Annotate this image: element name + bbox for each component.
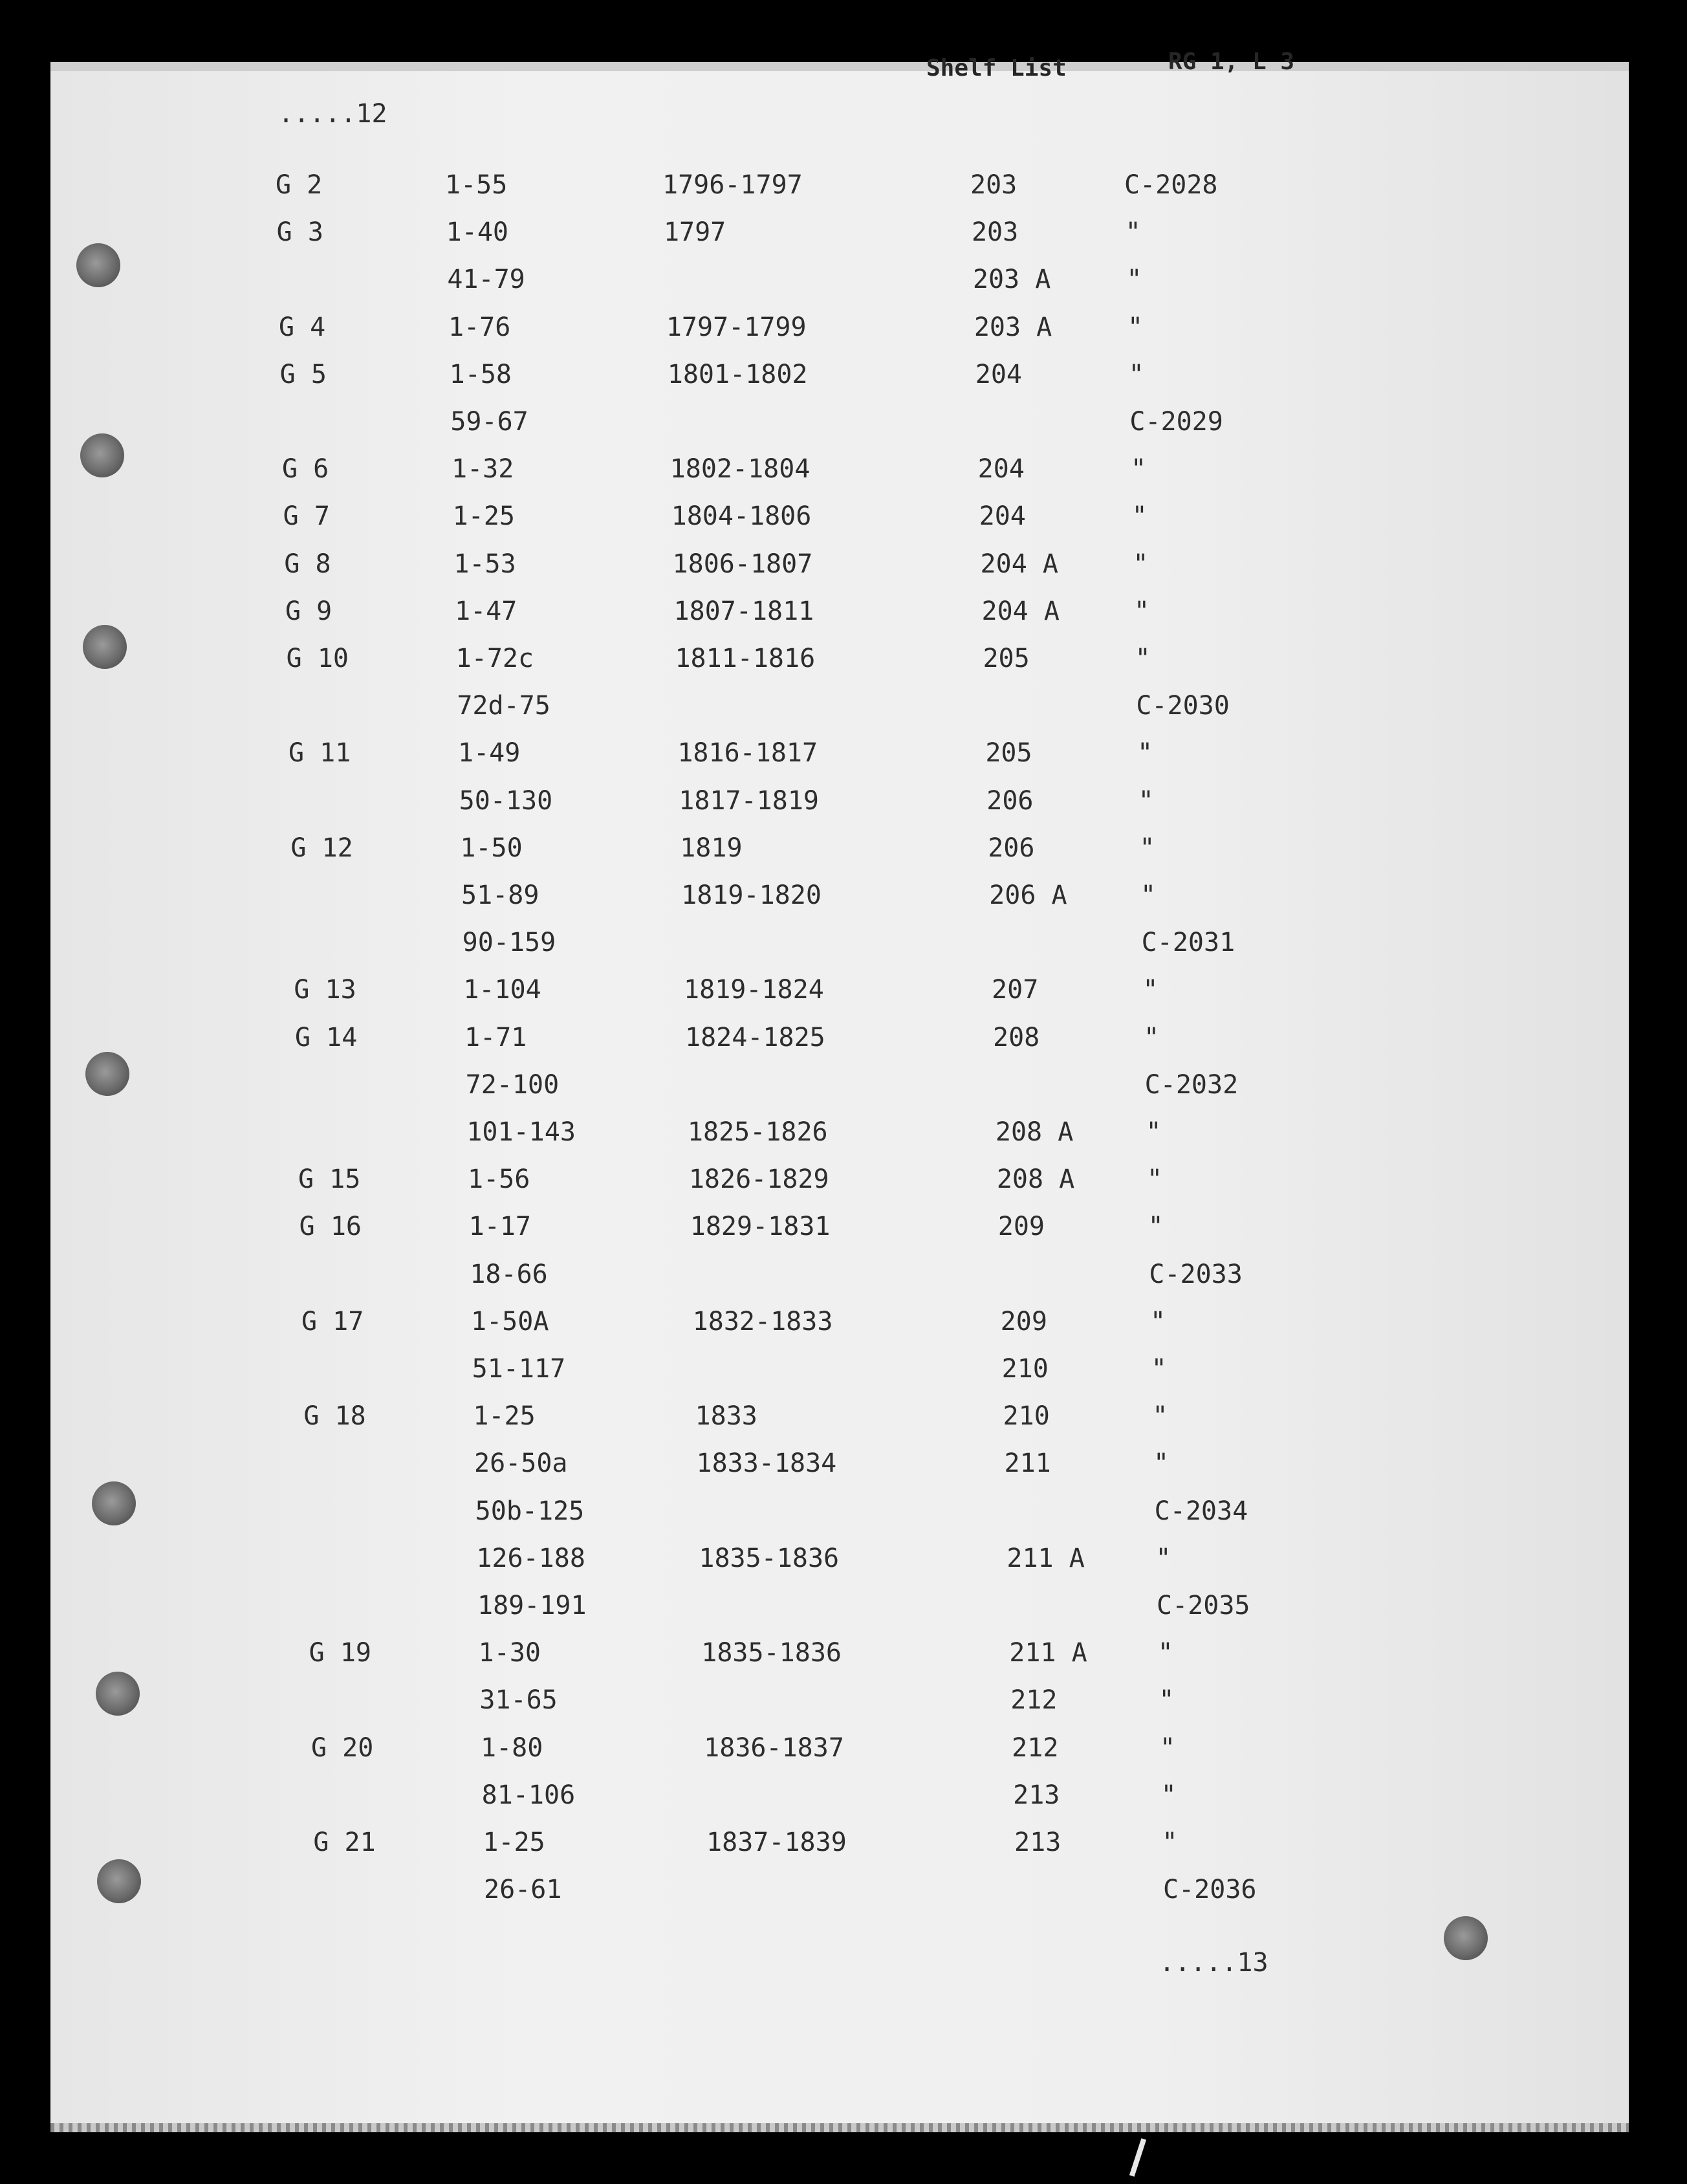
folder-range-cell: 101-143 xyxy=(466,1117,576,1147)
box-cell: 208 xyxy=(993,1022,1040,1053)
folder-range-cell: 81-106 xyxy=(481,1780,576,1810)
reel-cell: C-2034 xyxy=(1154,1496,1248,1526)
scratch-mark xyxy=(1129,2138,1146,2177)
box-cell: 203 A xyxy=(972,265,1051,295)
folder-range-cell: 26-61 xyxy=(484,1875,562,1905)
reel-cell: " xyxy=(1127,312,1144,342)
reel-cell: " xyxy=(1137,738,1153,769)
folder-range-cell: 51-117 xyxy=(472,1354,566,1384)
reel-cell: " xyxy=(1144,1022,1160,1053)
folder-range-cell: 1-47 xyxy=(455,596,517,626)
reel-cell: " xyxy=(1155,1543,1171,1573)
folder-range-cell: 1-71 xyxy=(464,1022,527,1053)
reel-cell: C-2035 xyxy=(1157,1591,1250,1621)
box-cell: 205 xyxy=(983,644,1030,673)
folder-range-cell: 1-50A xyxy=(471,1306,549,1337)
years-cell: 1819 xyxy=(680,833,743,863)
box-cell: 207 xyxy=(992,975,1039,1005)
reel-cell: C-2036 xyxy=(1163,1875,1257,1905)
reel-cell: C-2029 xyxy=(1129,407,1223,437)
reel-cell: C-2032 xyxy=(1144,1069,1239,1100)
box-cell: 204 xyxy=(975,359,1023,389)
folder-range-cell: 31-65 xyxy=(479,1685,558,1716)
years-cell: 1824-1825 xyxy=(685,1022,825,1053)
folder-range-cell: 50-130 xyxy=(459,785,553,816)
series-cell: G 7 xyxy=(283,501,330,532)
reel-cell: " xyxy=(1152,1401,1168,1432)
folder-range-cell: 1-17 xyxy=(468,1212,531,1242)
reel-cell: " xyxy=(1140,880,1157,910)
series-cell: G 13 xyxy=(294,975,356,1005)
series-cell: G 21 xyxy=(313,1828,376,1857)
years-cell: 1835-1836 xyxy=(701,1638,842,1668)
folder-range-cell: 1-76 xyxy=(448,312,511,342)
years-cell: 1801-1802 xyxy=(667,359,808,389)
years-cell: 1836-1837 xyxy=(704,1732,844,1763)
binder-hole xyxy=(96,1672,140,1716)
folder-range-cell: 72-100 xyxy=(465,1069,560,1100)
series-cell: G 8 xyxy=(284,549,331,579)
box-cell: 203 xyxy=(971,217,1019,248)
years-cell: 1837-1839 xyxy=(706,1828,847,1857)
years-cell: 1796-1797 xyxy=(662,170,803,200)
folder-range-cell: 41-79 xyxy=(447,265,525,295)
folder-range-cell: 126-188 xyxy=(476,1543,585,1573)
reel-cell: " xyxy=(1131,501,1148,532)
reel-cell: " xyxy=(1159,1685,1175,1716)
reel-cell: " xyxy=(1148,1212,1164,1242)
binder-hole xyxy=(83,625,127,669)
series-cell: G 20 xyxy=(311,1732,374,1763)
series-cell: G 6 xyxy=(282,454,329,485)
box-cell: 208 A xyxy=(996,1164,1075,1195)
series-cell: G 12 xyxy=(290,833,353,863)
years-cell: 1807-1811 xyxy=(673,596,814,626)
shelf-list-heading: Shelf List xyxy=(926,55,1067,82)
folder-range-cell: 1-40 xyxy=(446,217,508,248)
box-cell: 211 A xyxy=(1007,1543,1085,1573)
years-cell: 1826-1829 xyxy=(688,1164,829,1195)
series-cell: G 15 xyxy=(298,1164,361,1195)
box-cell: 211 xyxy=(1004,1448,1051,1479)
binder-hole xyxy=(92,1481,136,1525)
box-cell: 209 xyxy=(1000,1306,1047,1337)
series-cell: G 18 xyxy=(303,1401,366,1432)
folder-range-cell: 1-53 xyxy=(453,549,516,579)
box-cell: 211 A xyxy=(1009,1638,1087,1668)
series-cell: G 5 xyxy=(279,359,327,389)
series-cell: G 14 xyxy=(295,1022,358,1053)
folder-range-cell: 1-25 xyxy=(473,1401,536,1432)
years-cell: 1804-1806 xyxy=(671,501,812,532)
years-cell: 1797-1799 xyxy=(666,312,807,342)
reel-cell: " xyxy=(1125,217,1141,248)
folder-range-cell: 1-56 xyxy=(468,1164,530,1195)
folder-range-cell: 1-49 xyxy=(458,738,521,769)
folder-range-cell: 1-32 xyxy=(452,454,514,485)
years-cell: 1819-1820 xyxy=(681,880,822,910)
reel-cell: " xyxy=(1134,596,1150,626)
reel-cell: " xyxy=(1147,1164,1163,1195)
box-cell: 205 xyxy=(985,738,1032,769)
reel-cell: " xyxy=(1138,785,1154,816)
box-cell: 213 xyxy=(1014,1828,1061,1857)
box-cell: 206 xyxy=(988,833,1035,863)
box-cell: 206 xyxy=(986,785,1034,816)
box-cell: 213 xyxy=(1013,1780,1060,1810)
reel-cell: C-2031 xyxy=(1141,928,1235,958)
box-cell: 208 A xyxy=(995,1117,1074,1147)
next-page-marker: .....13 xyxy=(1159,1948,1268,1978)
years-cell: 1819-1824 xyxy=(684,975,824,1005)
folder-range-cell: 1-50 xyxy=(460,833,523,863)
reel-cell: " xyxy=(1151,1354,1167,1384)
box-cell: 204 xyxy=(979,501,1026,532)
reel-cell: " xyxy=(1146,1117,1162,1147)
years-cell: 1833 xyxy=(695,1401,757,1432)
page-bottom-edge xyxy=(50,2123,1629,2132)
box-cell: 212 xyxy=(1012,1732,1059,1763)
years-cell: 1806-1807 xyxy=(672,549,813,579)
folder-range-cell: 50b-125 xyxy=(475,1496,585,1526)
years-cell: 1797 xyxy=(663,217,726,248)
folder-range-cell: 1-72c xyxy=(455,644,534,673)
series-cell: G 19 xyxy=(309,1638,371,1668)
years-cell: 1817-1819 xyxy=(679,785,820,816)
series-cell: G 10 xyxy=(286,644,349,673)
reel-cell: " xyxy=(1139,833,1155,863)
years-cell: 1802-1804 xyxy=(669,454,811,485)
series-cell: G 11 xyxy=(288,738,351,769)
previous-page-marker: .....12 xyxy=(278,99,387,129)
box-cell: 203 xyxy=(970,170,1018,200)
series-cell: G 9 xyxy=(285,596,332,626)
box-cell: 206 A xyxy=(989,880,1067,910)
years-cell: 1832-1833 xyxy=(692,1306,833,1337)
folder-range-cell: 72d-75 xyxy=(457,691,550,721)
box-cell: 204 A xyxy=(980,549,1058,579)
reel-cell: " xyxy=(1126,265,1142,295)
folder-range-cell: 90-159 xyxy=(462,928,556,958)
reel-cell: " xyxy=(1142,975,1159,1005)
folder-range-cell: 1-55 xyxy=(445,170,508,200)
folder-range-cell: 1-25 xyxy=(452,501,515,532)
reel-cell: " xyxy=(1157,1638,1173,1668)
box-cell: 203 A xyxy=(974,312,1052,342)
reel-cell: C-2028 xyxy=(1124,170,1218,200)
series-cell: G 4 xyxy=(279,312,326,342)
binder-hole xyxy=(1444,1916,1488,1960)
box-cell: 210 xyxy=(1003,1401,1050,1432)
folder-range-cell: 1-80 xyxy=(481,1732,543,1763)
years-cell: 1835-1836 xyxy=(699,1543,840,1573)
series-cell: G 2 xyxy=(276,170,323,200)
box-cell: 209 xyxy=(997,1212,1045,1242)
box-cell: 210 xyxy=(1001,1354,1049,1384)
folder-range-cell: 51-89 xyxy=(461,880,539,910)
reel-cell: " xyxy=(1150,1306,1166,1337)
years-cell: 1825-1826 xyxy=(687,1117,828,1147)
series-cell: G 17 xyxy=(301,1306,364,1337)
years-cell: 1816-1817 xyxy=(677,738,818,769)
reel-cell: " xyxy=(1131,454,1147,485)
binder-hole xyxy=(80,433,124,477)
years-cell: 1833-1834 xyxy=(696,1448,837,1479)
folder-range-cell: 189-191 xyxy=(477,1591,587,1621)
binder-hole xyxy=(76,243,120,287)
years-cell: 1829-1831 xyxy=(690,1212,831,1242)
reel-cell: " xyxy=(1153,1448,1170,1479)
reel-cell: " xyxy=(1128,359,1144,389)
binder-hole xyxy=(97,1859,141,1903)
folder-range-cell: 1-25 xyxy=(483,1828,545,1857)
folder-range-cell: 59-67 xyxy=(450,407,528,437)
record-group-label: RG 1, L 3 xyxy=(1168,49,1295,75)
folder-range-cell: 26-50a xyxy=(474,1448,568,1479)
folder-range-cell: 1-58 xyxy=(449,359,512,389)
binder-hole xyxy=(85,1052,129,1096)
box-cell: 212 xyxy=(1010,1685,1058,1716)
reel-cell: C-2030 xyxy=(1136,691,1230,721)
folder-range-cell: 18-66 xyxy=(470,1259,548,1289)
reel-cell: C-2033 xyxy=(1149,1259,1243,1289)
box-cell: 204 xyxy=(977,454,1025,485)
folder-range-cell: 1-104 xyxy=(463,975,541,1005)
reel-cell: " xyxy=(1160,1732,1176,1763)
years-cell: 1811-1816 xyxy=(675,644,816,673)
reel-cell: " xyxy=(1135,644,1151,673)
reel-cell: " xyxy=(1162,1828,1178,1857)
series-cell: G 3 xyxy=(276,217,323,248)
box-cell: 204 A xyxy=(981,596,1060,626)
page-top-edge xyxy=(50,62,1629,71)
series-cell: G 16 xyxy=(299,1212,362,1242)
reel-cell: " xyxy=(1160,1780,1177,1810)
folder-range-cell: 1-30 xyxy=(478,1638,541,1668)
reel-cell: " xyxy=(1133,549,1149,579)
